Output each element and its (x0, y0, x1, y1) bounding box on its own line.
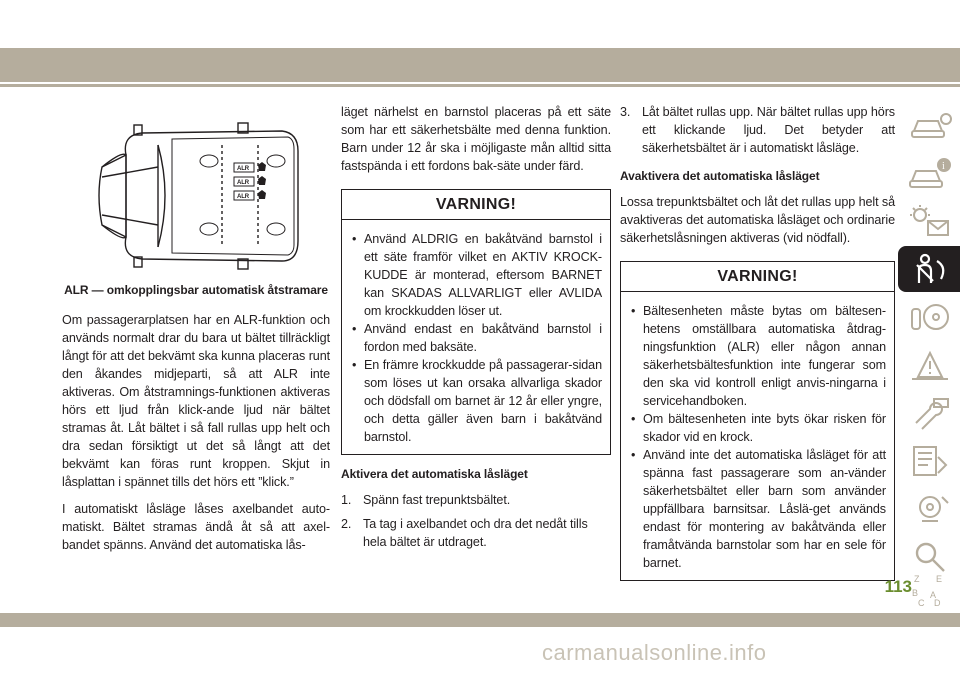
warning-item: • Använd inte det automatiska låsläget för att spänna fast passagerare som an-vänder säkerhetsbältet eller barn som använder uppfällbara barnsitsar. Låslä-get används endast för montering av bakåtvända eller framåtvända barnstolar som har en sele för barnet. (631, 446, 886, 572)
step-number: 2. (341, 517, 352, 531)
paragraph: I automatiskt låsläge låses axelbandet auto-matiskt. Bältet stramas ändå åt så att axel-bandet spänns. Använd det automatiska lås- (62, 502, 330, 552)
header-rule (0, 84, 960, 87)
warning-item: • Använd endast en bakåtvänd barnstol i fordon med baksäte. (352, 320, 602, 356)
step-number: 1. (341, 493, 352, 507)
svg-text:E: E (936, 574, 943, 584)
service-icon[interactable] (900, 390, 960, 436)
paragraph: läget närhelst en barnstol placeras på ett säte som har ett säkerhetsbälte med denna funktion. Barn under 12 år ska i möjligaste mån alltid sitta fastspända i ett fordons bak-säte under färd. (341, 105, 611, 173)
svg-text:A: A (930, 590, 937, 600)
section-heading: Avaktivera det automatiska låsläget (620, 169, 820, 183)
alr-label-1: ALR (237, 166, 250, 172)
column-1 (62, 95, 330, 563)
list-item (341, 515, 611, 551)
warning-title: VARNING! (342, 190, 610, 220)
starting-driving-icon[interactable] (900, 294, 960, 340)
list-item (341, 491, 611, 509)
step-number: 3. (620, 105, 631, 119)
steps-list (620, 103, 895, 157)
warning-lights-icon[interactable] (900, 198, 960, 244)
footer-band (0, 613, 960, 627)
figure-caption: ALR — omkopplingsbar automatisk åtstramare (64, 283, 328, 297)
alr-label-2: ALR (237, 180, 250, 186)
svg-text:Z: Z (914, 574, 920, 584)
svg-text:i: i (942, 161, 945, 172)
svg-text:B: B (912, 588, 919, 598)
warning-item: • Använd ALDRIG en bakåtvänd barnstol i ett säte framför vilket en AKTIV KROCK-KUDDE är monterad, eftersom BARNET kan SKADAS ALLVARLIGT eller AVLIDA om krockkudden löser ut. (352, 230, 602, 320)
warning-item: • En främre krockkudde på passagerar-sidan som löses ut kan orsaka allvarliga skador och dödsfall om barnet är 12 år eller yngre, och detta gäller även barn i bakåtvänd barnstol. (352, 356, 602, 446)
svg-text:C: C (918, 598, 925, 608)
step-text: Låt bältet rullas upp. När bältet rullas upp hörs ett klickande ljud. Det betyder att säkerhetsbältet är i automatiskt låsläge. (642, 105, 895, 155)
chapter-tabs (900, 102, 960, 608)
list-item (620, 103, 895, 157)
warning-title: VARNING! (621, 262, 894, 292)
emergency-icon[interactable] (900, 342, 960, 388)
watermark: carmanualsonline.info (542, 640, 767, 665)
steps-list (341, 491, 611, 551)
section-heading: Aktivera det automatiska låsläget (341, 467, 528, 481)
alr-label-3: ALR (237, 194, 250, 200)
warning-box (620, 261, 895, 581)
warning-item: • Bältesenheten måste bytas om bältesen-hetens omställbara automatiska åtdrag-ningsfunktion (ALR) eller någon annan säkerhetsbältesfunktion inte fungerar som den ska vid kontroll enligt anvis-ningarna i servicehandboken. (631, 302, 886, 410)
warning-box (341, 189, 611, 455)
page-number: 113 (884, 577, 912, 596)
step-text: Spänn fast trepunktsbältet. (363, 493, 511, 507)
multimedia-icon[interactable] (900, 486, 960, 532)
safety-seatbelt-icon[interactable] (898, 246, 960, 292)
svg-text:D: D (934, 598, 941, 608)
warning-item: • Om bältesenheten inte byts ökar risken för skador vid en krock. (631, 410, 886, 446)
alr-figure (62, 95, 330, 275)
paragraph: Om passagerarplatsen har en ALR-funktion och används normalt drar du bara ut bältet tillräckligt långt för att det bekvämt ska kunna placeras runt den åkandes midjeparti, så att ALR inte aktiveras. Om åtstramnings-funktionen aktiveras hörs ett ljud från klick-ande ljud när bältet stramas åt. Låt bältet i så fall rullas upp helt och dra sedan försiktigt ut det så långt att det bekvämt kan föras runt kroppen. Skjut in låsplattan i spännet tills det hörs ett ”klick.” (62, 313, 330, 489)
car-info-icon[interactable] (900, 150, 960, 196)
vehicle-top-view-illustration (62, 95, 330, 275)
car-dashboard-icon[interactable] (900, 102, 960, 148)
step-text: Ta tag i axelbandet och dra det nedåt tills hela bältet är utdraget. (363, 517, 588, 549)
paragraph: Lossa trepunktsbältet och låt det rullas upp helt så avaktiveras det automatiska låsläget och ordinarie säkerhetslåsningen aktiveras (vid nödfall). (620, 195, 895, 245)
specifications-icon[interactable] (900, 438, 960, 484)
header-band (0, 48, 960, 82)
column-3 (620, 103, 895, 591)
column-2 (341, 103, 611, 557)
